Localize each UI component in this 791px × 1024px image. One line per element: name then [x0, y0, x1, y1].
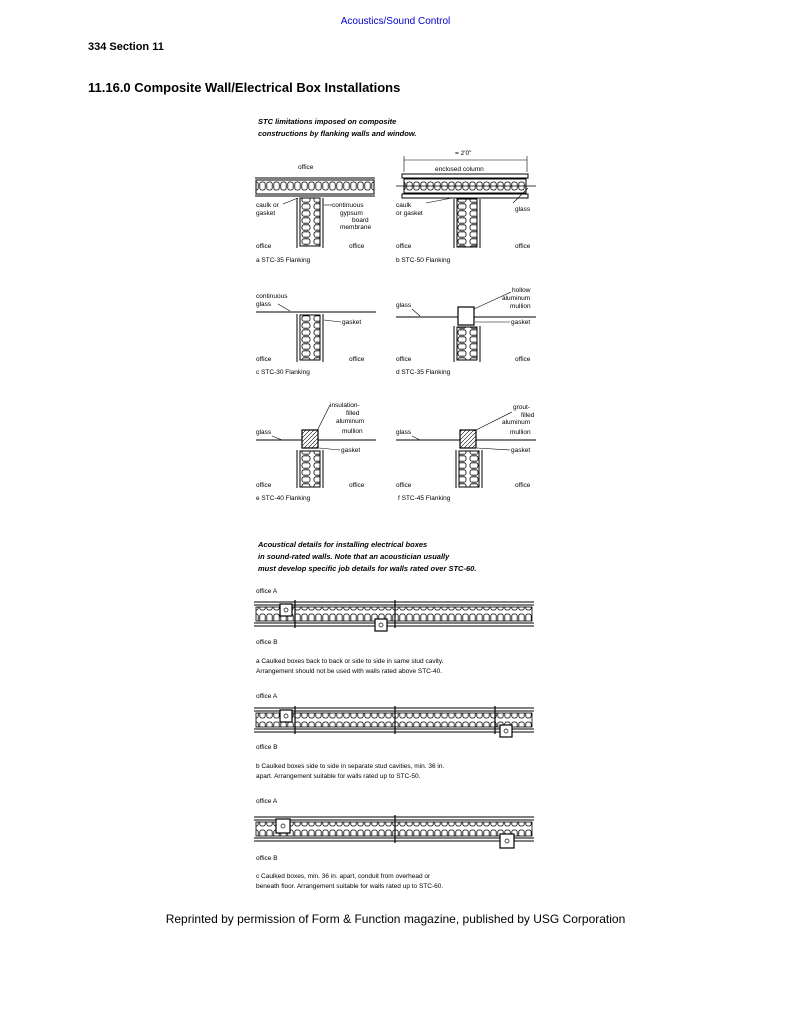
svg-text:office: office: [298, 164, 314, 171]
svg-text:office B: office B: [256, 855, 278, 862]
svg-text:gasket: gasket: [342, 319, 362, 326]
svg-text:aluminum: aluminum: [502, 295, 531, 302]
svg-text:membrane: membrane: [340, 224, 372, 231]
svg-text:aluminum: aluminum: [502, 419, 531, 426]
page-section-number: 334 Section 11: [88, 41, 164, 53]
svg-text:glass: glass: [256, 301, 272, 308]
svg-text:office: office: [515, 356, 531, 363]
svg-text:office: office: [256, 243, 272, 250]
svg-text:office A: office A: [256, 588, 278, 595]
svg-text:mullion: mullion: [510, 303, 531, 310]
electrical-detail-c: [254, 798, 534, 890]
svg-text:office: office: [515, 482, 531, 489]
flanking-caption: [258, 117, 417, 138]
svg-text:office: office: [396, 243, 412, 250]
svg-text:Acoustical details for install: Acoustical details for installing electrical boxes: [258, 540, 428, 549]
detail-a-stc35: [255, 164, 375, 264]
credit-line: Reprinted by permission of Form & Function magazine, published by USG Corporation: [165, 912, 626, 926]
svg-text:a STC-35 Flanking: a STC-35 Flanking: [256, 257, 311, 264]
svg-text:filled: filled: [346, 410, 360, 417]
svg-text:d STC-35 Flanking: d STC-35 Flanking: [396, 369, 451, 376]
svg-text:board: board: [352, 217, 369, 224]
svg-text:glass: glass: [396, 302, 412, 309]
svg-text:office A: office A: [256, 798, 278, 805]
svg-text:in sound-rated walls. Note tha: in sound-rated walls. Note that an acoustician usually: [258, 552, 450, 561]
svg-text:apart. Arrangement suitable fo: apart. Arrangement suitable for walls rated up to STC-50.: [256, 773, 421, 780]
svg-text:Arrangement should not be used: Arrangement should not be used with walls rated above STC-40.: [256, 668, 443, 675]
svg-text:glass: glass: [256, 429, 272, 436]
svg-text:continuous: continuous: [256, 293, 288, 300]
svg-text:= 2'0": = 2'0": [455, 150, 472, 157]
svg-text:beneath floor. Arrangement sui: beneath floor. Arrangement suitable for walls rated up to STC-60.: [256, 883, 444, 890]
svg-text:constructions by flanking wall: constructions by flanking walls and window.: [258, 129, 417, 138]
electrical-caption: [257, 540, 476, 573]
detail-d-stc35: [396, 287, 536, 376]
svg-text:c STC-30 Flanking: c STC-30 Flanking: [256, 369, 310, 376]
svg-text:office B: office B: [256, 744, 278, 751]
svg-text:office: office: [349, 356, 365, 363]
svg-text:caulk or: caulk or: [256, 202, 279, 209]
svg-text:insulation-: insulation-: [330, 402, 360, 409]
svg-text:e STC-40 Flanking: e STC-40 Flanking: [256, 495, 311, 502]
svg-text:STC limitations imposed on com: STC limitations imposed on composite: [258, 117, 397, 126]
detail-f-stc45: [396, 404, 536, 502]
svg-text:a Caulked boxes back to back o: a Caulked boxes back to back or side to side in same stud cavity.: [256, 658, 444, 665]
svg-text:office: office: [349, 482, 365, 489]
svg-text:office: office: [396, 482, 412, 489]
svg-text:office: office: [256, 482, 272, 489]
section-title: 11.16.0 Composite Wall/Electrical Box Installations: [88, 80, 401, 95]
detail-c-stc30: [256, 293, 376, 376]
svg-text:glass: glass: [396, 429, 412, 436]
svg-text:hollow: hollow: [512, 287, 531, 294]
svg-text:gasket: gasket: [511, 447, 531, 454]
svg-text:gasket: gasket: [341, 447, 361, 454]
svg-text:office A: office A: [256, 693, 278, 700]
svg-text:mullion: mullion: [342, 428, 363, 435]
svg-text:b STC-50 Flanking: b STC-50 Flanking: [396, 257, 451, 264]
svg-text:enclosed column: enclosed column: [435, 166, 484, 173]
svg-text:office: office: [256, 356, 272, 363]
svg-text:gypsum: gypsum: [340, 210, 363, 217]
svg-text:b Caulked boxes side to side i: b Caulked boxes side to side in separate stud cavities, min. 36 in.: [256, 763, 445, 770]
svg-text:glass: glass: [515, 206, 531, 213]
detail-b-stc50: [396, 150, 536, 264]
svg-text:or gasket: or gasket: [396, 210, 423, 217]
svg-text:office: office: [515, 243, 531, 250]
svg-text:aluminum: aluminum: [336, 418, 365, 425]
electrical-detail-b: [254, 693, 534, 780]
svg-text:must develop specific job deta: must develop specific job details for walls rated over STC-60.: [258, 564, 477, 573]
svg-text:office: office: [396, 356, 412, 363]
detail-e-stc40: [256, 402, 376, 502]
svg-text:gasket: gasket: [256, 210, 276, 217]
svg-text:continuous: continuous: [332, 202, 364, 209]
svg-text:office B: office B: [256, 639, 278, 646]
svg-text:c Caulked boxes, min. 36 in. a: c Caulked boxes, min. 36 in. apart, conduit from overhead or: [256, 873, 431, 880]
svg-text:grout-: grout-: [513, 404, 530, 411]
svg-text:f STC-45 Flanking: f STC-45 Flanking: [398, 495, 451, 502]
svg-text:caulk: caulk: [396, 202, 412, 209]
svg-text:office: office: [349, 243, 365, 250]
electrical-detail-a: [254, 588, 534, 675]
svg-text:mullion: mullion: [510, 429, 531, 436]
running-head: Acoustics/Sound Control: [340, 16, 451, 27]
svg-text:gasket: gasket: [511, 319, 531, 326]
svg-text:filled: filled: [521, 412, 535, 419]
